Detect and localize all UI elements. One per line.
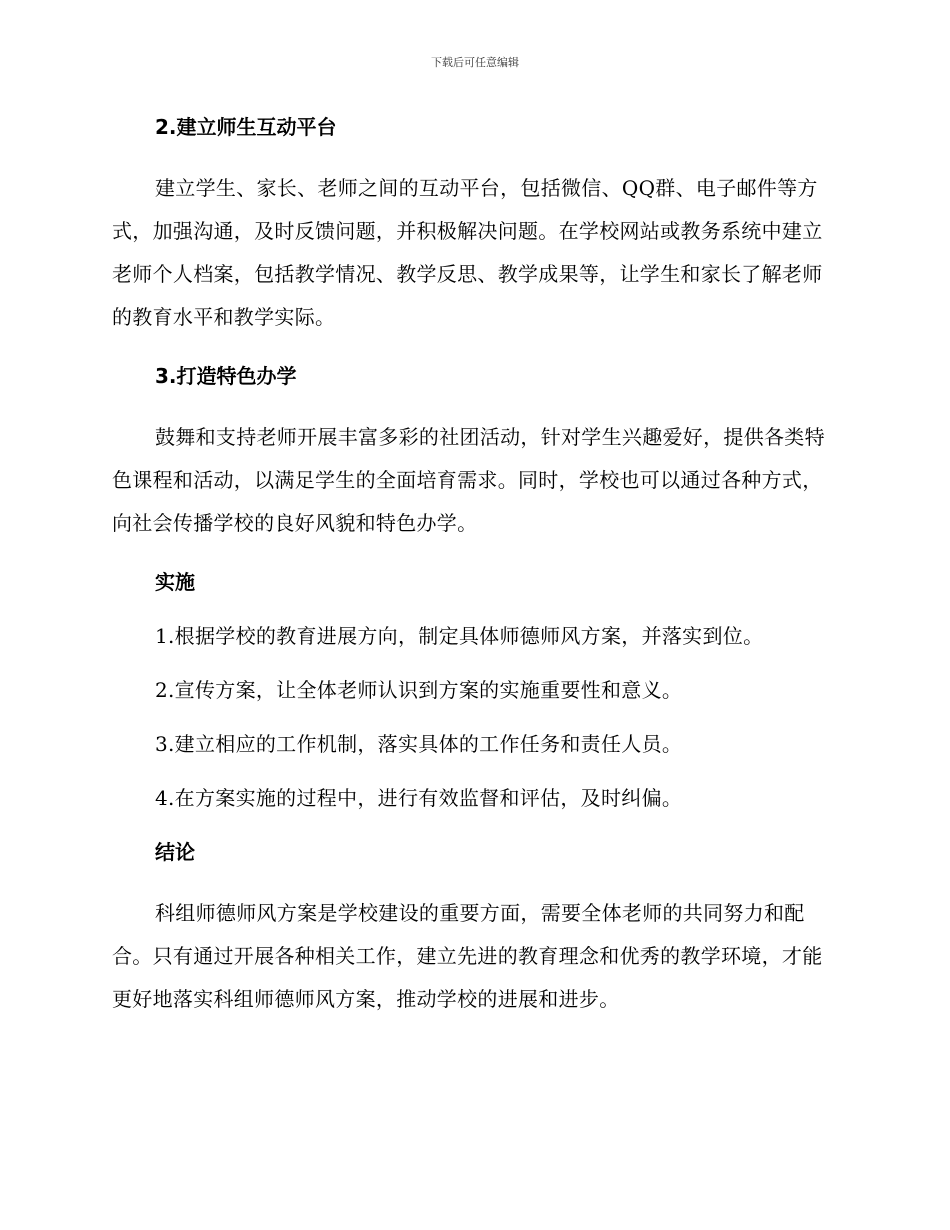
section-heading-conclusion: 结论 [155,840,195,864]
page-header-note: 下载后可任意编辑 [431,56,519,69]
section-body-conclusion: 科组师德师风方案是学校建设的重要方面，需要全体老师的共同努力和配合。只有通过开展各种相关工作，建立先进的教育理念和优秀的教学环境，才能更好地落实科组师德师风方案，推动学校的进展和进步。 [112,901,823,1011]
section-heading-platform: 2.建立师生互动平台 [155,115,337,139]
implementation-item: 1.根据学校的教育进展方向，制定具体师德师风方案，并落实到位。 [155,624,764,648]
implementation-item: 2.宣传方案，让全体老师认识到方案的实施重要性和意义。 [155,678,683,702]
implementation-item: 3.建立相应的工作机制，落实具体的工作任务和责任人员。 [155,732,683,756]
implementation-list [112,621,832,813]
section-heading-implementation: 实施 [155,570,195,594]
section-body-featured: 鼓舞和支持老师开展丰富多彩的社团活动，针对学生兴趣爱好，提供各类特色课程和活动，以满足学生的全面培育需求。同时，学校也可以通过各种方式，向社会传播学校的良好风貌和特色办学。 [112,425,825,535]
document-body [112,112,832,1021]
section-body-platform: 建立学生、家长、老师之间的互动平台，包括微信、QQ群、电子邮件等方式，加强沟通，及时反馈问题，并积极解决问题。在学校网站或教务系统中建立老师个人档案，包括教学情况、教学反思、教学成果等，让学生和家长了解老师的教育水平和教学实际。 [112,176,823,329]
section-heading-featured: 3.打造特色办学 [155,364,297,388]
implementation-item: 4.在方案实施的过程中，进行有效监督和评估，及时纠偏。 [155,786,683,810]
